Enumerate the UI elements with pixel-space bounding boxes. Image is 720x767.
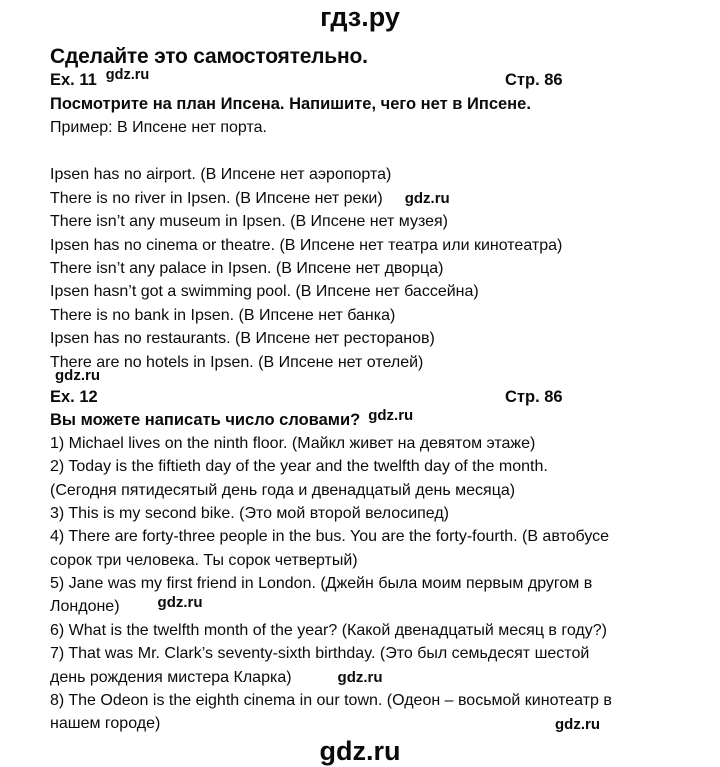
item-text: день рождения мистера Кларка) — [50, 668, 292, 686]
ex11-answers — [50, 163, 690, 374]
ex12-page-ref: Стр. 86 — [505, 388, 563, 407]
ex12-header — [50, 386, 690, 409]
ex11-header — [50, 69, 690, 93]
gdz-watermark: gdz.ru — [368, 407, 414, 425]
answer-line: There isn’t any palace in Ipsen. (В Ипсене нет дворца) — [50, 260, 444, 278]
site-footer-brand: gdz.ru — [319, 735, 401, 766]
answer-line: There are no hotels in Ipsen. (В Ипсене нет отелей) — [50, 353, 424, 371]
item-line: 3) This is my second bike. (Это мой второй велосипед) — [50, 505, 449, 523]
ex12-items — [50, 432, 690, 735]
ex11-example: Пример: В Ипсене нет порта. — [50, 119, 267, 136]
item-line: 8) The Odeon is the eighth cinema in our town. (Одеон – восьмой кинотеатр в — [50, 691, 612, 709]
ex12-label: Ex. 12 — [50, 388, 98, 407]
answer-line: There is no bank in Ipsen. (В Ипсене нет банка) — [50, 306, 396, 324]
answer-line: Ipsen has no airport. (В Ипсене нет аэропорта) — [50, 166, 392, 184]
gdz-watermark: gdz.ru — [404, 189, 450, 207]
item-line: 5) Jane was my first friend in London. (Джейн была моим первым другом в — [50, 575, 593, 593]
item-line — [50, 595, 690, 618]
ex11-page-ref: Стр. 86 — [505, 71, 563, 89]
ex12-task — [50, 409, 690, 432]
answer-line: Ipsen has no restaurants. (В Ипсене нет ресторанов) — [50, 330, 435, 348]
item-line — [50, 666, 690, 689]
item-line: 1) Michael lives on the ninth floor. (Майкл живет на девятом этаже) — [50, 435, 536, 453]
page-content — [50, 45, 690, 736]
item-line: 2) Today is the fiftieth day of the year and the twelfth day of the month. — [50, 458, 548, 476]
item-line: 4) There are forty-three people in the bus. You are the forty-fourth. (В автобусе — [50, 528, 610, 546]
gdz-watermark: gdz.ru — [337, 668, 383, 686]
ex11-task: Посмотрите на план Ипсена. Напишите, чего нет в Ипсене. — [50, 95, 531, 113]
answer-line: There isn’t any museum in Ipsen. (В Ипсене нет музея) — [50, 213, 448, 231]
item-line: 7) That was Mr. Clark’s seventy-sixth birthday. (Это был семьдесят шестой — [50, 645, 590, 663]
answer-line: Ipsen hasn’t got a swimming pool. (В Ипсене нет бассейна) — [50, 283, 479, 301]
gdz-watermark: gdz.ru — [55, 367, 100, 385]
gdz-watermark: gdz.ru — [105, 67, 150, 83]
item-line: 6) What is the twelfth month of the year? (Какой двенадцатый месяц в году?) — [50, 621, 607, 639]
answer-text: There is no river in Ipsen. (В Ипсене нет реки) — [50, 189, 383, 207]
item-text: Лондоне) — [50, 598, 120, 616]
site-header-title: гдз.ру — [320, 2, 400, 32]
item-line: (Сегодня пятидесятый день года и двенадцатый день месяца) — [50, 481, 516, 499]
item-text: нашем городе) — [50, 715, 161, 733]
ex11-label: Ex. 11 — [50, 71, 97, 89]
answer-line: Ipsen has no cinema or theatre. (В Ипсене нет театра или кинотеатра) — [50, 236, 563, 254]
gdz-watermark: gdz.ru — [157, 594, 203, 612]
item-line — [50, 712, 690, 735]
gdz-watermark: gdz.ru — [555, 716, 600, 734]
ex12-task-text: Вы можете написать число словами? — [50, 411, 361, 430]
item-line: сорок три человека. Ты сорок четвертый) — [50, 551, 358, 569]
answer-line — [50, 187, 690, 210]
section-title: Сделайте это самостоятельно. — [50, 45, 368, 68]
